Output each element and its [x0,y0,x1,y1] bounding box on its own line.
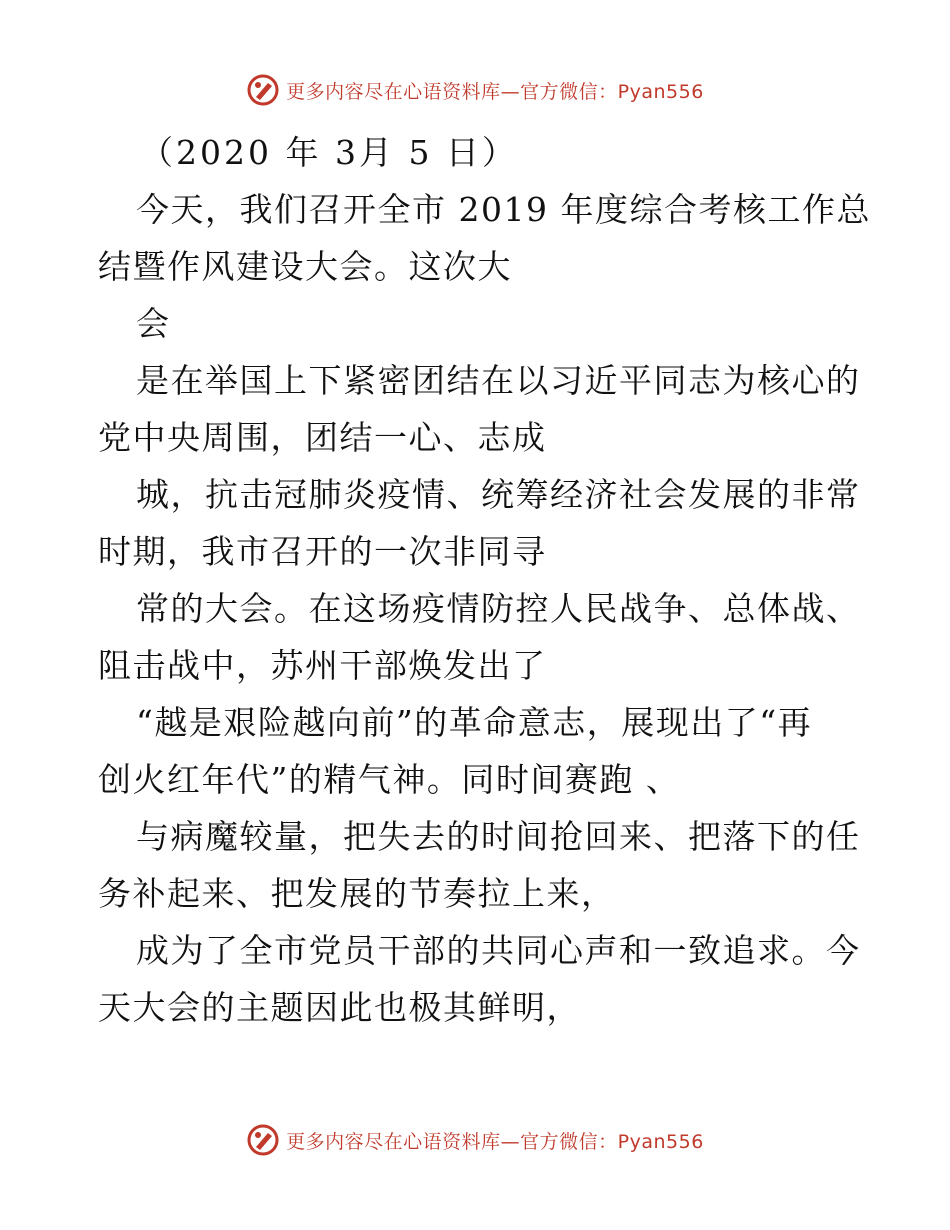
text-line: “越是艰险越向前”的革命意志，展现出了“再 [136,703,813,742]
watermark-text: 更多内容尽在心语资料库—官方微信：Pyan556 [286,1130,704,1153]
text-line: 会 [136,304,171,343]
text-line: 天大会的主题因此也极其鲜明， [98,988,581,1027]
text-line: 与病魔较量，把失去的时间抢回来、把落下的任 [136,817,861,856]
text-line: 成为了全市党员干部的共同心声和一致追求。今 [136,931,861,970]
text-line: 是在举国上下紧密团结在以习近平同志为核心的 [136,361,861,400]
document-body [98,124,871,1036]
footer-watermark [0,1120,950,1160]
text-line: 常的大会。在这场疫情防控人民战争、总体战、 [136,589,861,628]
pen-seal-icon [246,1123,280,1157]
text-line: 创火红年代”的精气神。同时间赛跑 、 [98,760,681,799]
text-line: 城，抗击冠肺炎疫情、统筹经济社会发展的非常 [136,475,861,514]
text-line: 今天，我们召开全市 2019 年度综合考核工作总 [136,190,871,229]
text-line: 党中央周围，团结一心、志成 [98,418,547,457]
text-line: 务补起来、把发展的节奏拉上来， [98,874,616,913]
watermark-text: 更多内容尽在心语资料库—官方微信：Pyan556 [286,80,704,103]
pen-seal-icon [246,73,280,107]
text-line: 时期，我市召开的一次非同寻 [98,532,547,571]
header-watermark [0,70,950,110]
text-line: 阻击战中，苏州干部焕发出了 [98,646,547,685]
date-line: （2020 年 3月 5 日） [140,133,518,172]
text-line: 结暨作风建设大会。这次大 [98,247,512,286]
